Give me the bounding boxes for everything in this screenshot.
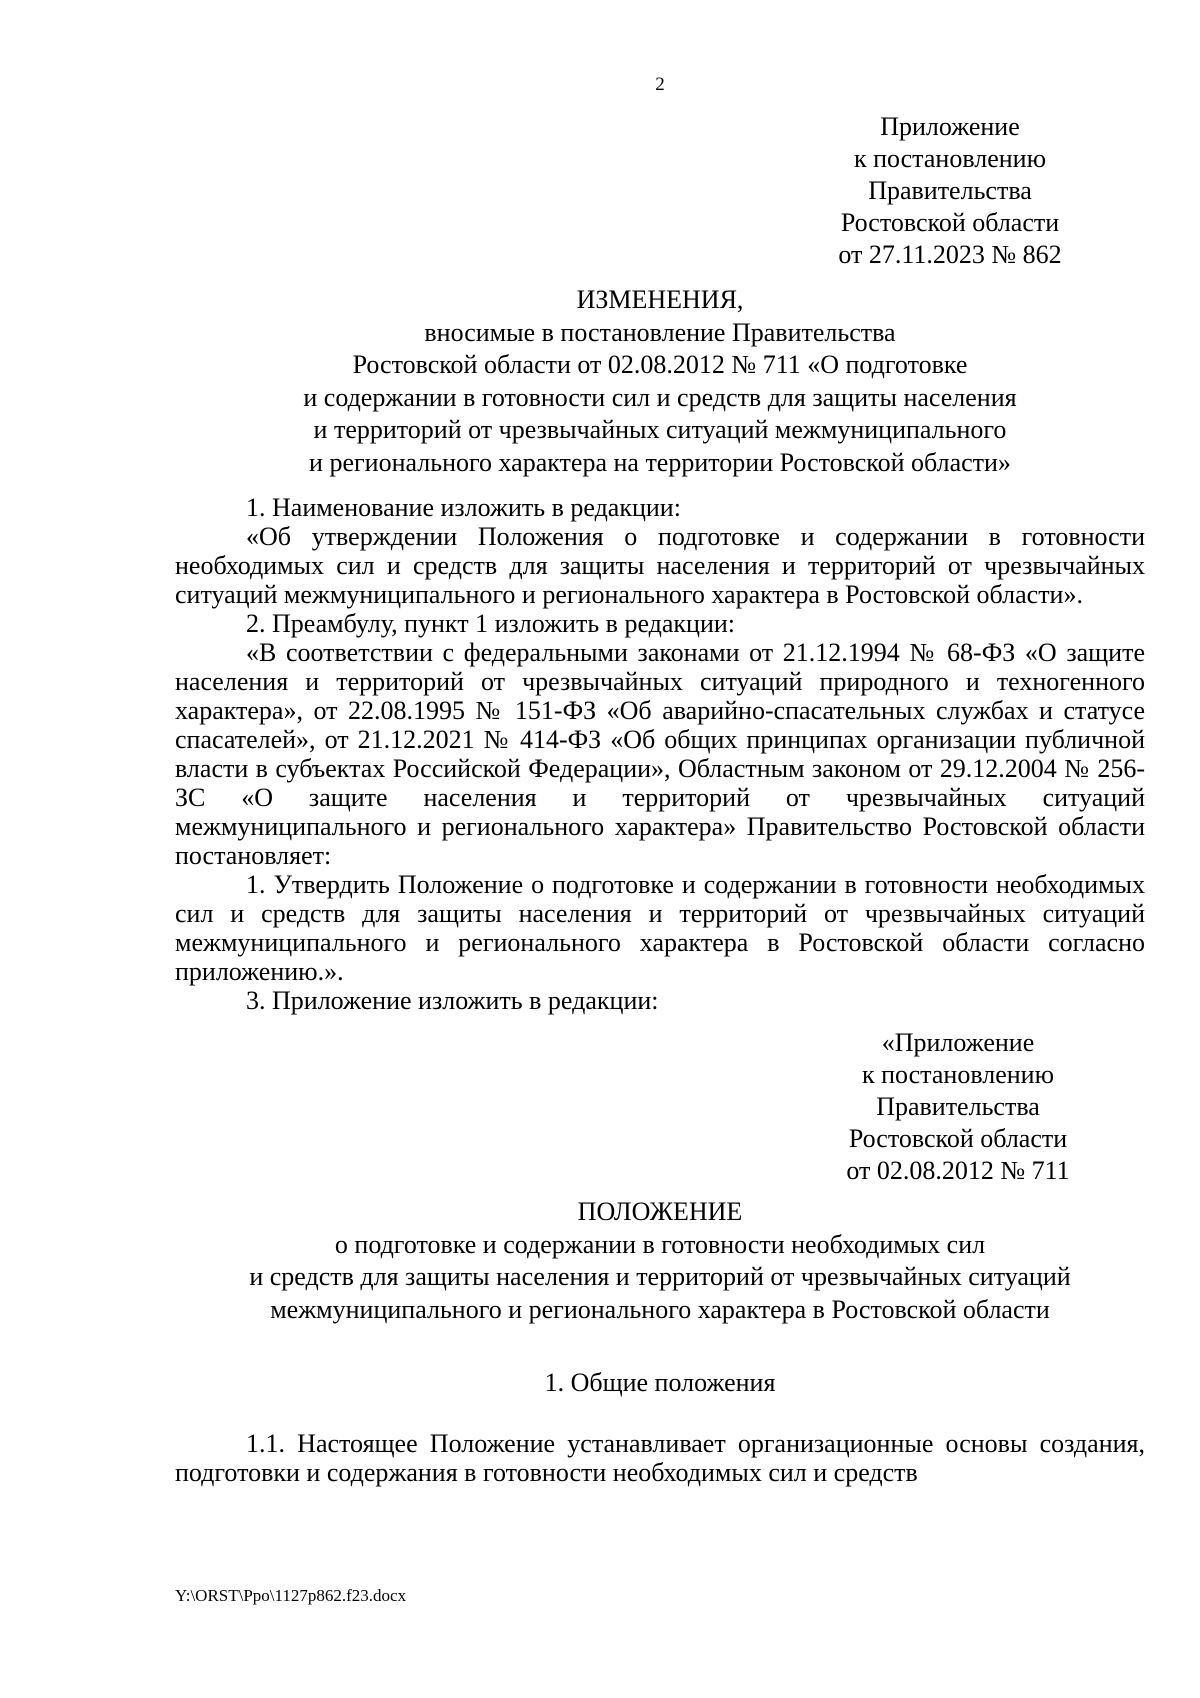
paragraph-1-1: 1.1. Настоящее Положение устанавливает организационные основы создания, подготовки и содержания в готовности необходимых сил и средств [175, 1429, 1145, 1487]
section-1-title: 1. Общие положения [544, 1368, 776, 1397]
paragraph-6: 3. Приложение изложить в редакции: [246, 986, 659, 1015]
paragraph-5: 1. Утвердить Положение о подготовке и содержании в готовности необходимых сил и средств для защиты населения и территорий от чрезвычайных ситуаций межмуниципального и регионального характера в Ростовской области согласно приложению.». [175, 870, 1145, 986]
changes-title-line: Ростовской области от 02.08.2012 № 711 «О подготовке [352, 350, 968, 379]
regulation-title-line: о подготовке и содержании в готовности необходимых сил [334, 1229, 986, 1259]
approval-line: Приложение [880, 112, 1020, 141]
paragraph-1: 1. Наименование изложить в редакции: [246, 493, 681, 522]
approval-stamp-top [810, 111, 1090, 271]
approval-line: к постановлению [853, 144, 1047, 173]
regulation-heading: ПОЛОЖЕНИЕ [577, 1197, 743, 1226]
approval-line: Правительства [868, 176, 1032, 205]
paragraph-2: «Об утверждении Положения о подготовке и содержании в готовности необходимых сил и средств для защиты населения и территорий от чрезвычайных ситуаций межмуниципального и регионального характера в Ростовской области». [175, 522, 1145, 609]
approval-line: от 27.11.2023 № 862 [838, 240, 1062, 269]
approval-line: от 02.08.2012 № 711 [846, 1156, 1070, 1185]
approval-line: к постановлению [861, 1060, 1055, 1089]
changes-heading: ИЗМЕНЕНИЯ, [576, 285, 744, 314]
regulation-title-line: межмуниципального и регионального характера в Ростовской области [270, 1294, 1050, 1324]
paragraph-4: «В соответствии с федеральными законами от 21.12.1994 № 68-ФЗ «О защите населения и территорий от чрезвычайных ситуаций природного и техногенного характера», от 22.08.1995 № 151-ФЗ «Об аварийно-спасательных службах и статусе спасателей», от 21.12.2021 № 414-ФЗ «Об общих принципах организации публичной власти в субъектах Российской Федерации», Областным законом от 29.12.2004 № 256-ЗС «О защите населения и территорий от чрезвычайных ситуаций межмуниципального и регионального характера» Правительство Ростовской области постановляет: [175, 638, 1145, 870]
changes-title-line: вносимые в постановление Правительства [424, 317, 896, 347]
changes-title-line: и регионального характера на территории Ростовской области» [309, 447, 1011, 477]
approval-line: «Приложение [881, 1028, 1035, 1057]
changes-title-line: и территорий от чрезвычайных ситуаций межмуниципального [313, 415, 1007, 444]
approval-line: Правительства [876, 1092, 1040, 1121]
changes-title-line: и содержании в готовности сил и средств для защиты населения [303, 382, 1017, 412]
footer-file-path: Y:\ORST\Ppo\1127p862.f23.docx [175, 1586, 407, 1605]
approval-line: Ростовской области [840, 208, 1060, 237]
section-1-body [175, 1429, 1145, 1487]
page-number: 2 [655, 74, 665, 95]
paragraph-3: 2. Преамбулу, пункт 1 изложить в редакции: [246, 609, 736, 638]
regulation-title [175, 1196, 1145, 1326]
changes-body [175, 493, 1145, 1015]
approval-stamp-quoted [818, 1027, 1098, 1187]
regulation-title-line: и средств для защиты населения и территорий от чрезвычайных ситуаций [249, 1262, 1071, 1291]
approval-line: Ростовской области [848, 1124, 1068, 1153]
changes-title [175, 284, 1145, 479]
